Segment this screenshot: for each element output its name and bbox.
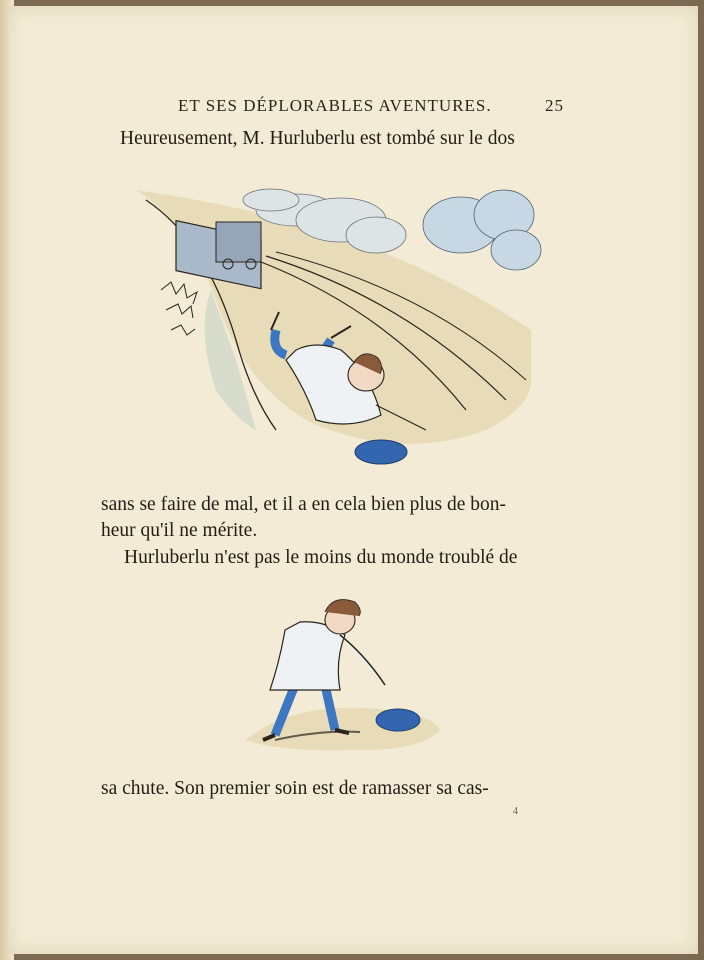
- bush: [161, 282, 197, 335]
- cap-2: [376, 709, 420, 731]
- cap-1: [355, 440, 407, 464]
- text-line-4: Hurluberlu n'est pas le moins du monde troublé de: [124, 547, 518, 568]
- text-line-5: sa chute. Son premier soin est de ramasser sa cas-: [101, 778, 489, 799]
- text-line-2: sans se faire de mal, et il a en cela bien plus de bon-: [101, 494, 507, 515]
- signature-mark: 4: [513, 806, 518, 817]
- trees: [423, 190, 541, 270]
- train: [176, 221, 261, 289]
- illustration-picking-cap: [240, 590, 450, 760]
- illustration-train-fall: [126, 180, 546, 470]
- page-number: 25: [545, 96, 564, 115]
- text-line-3: heur qu'il ne mérite.: [101, 520, 258, 541]
- text-line-1: Heureusement, M. Hurluberlu est tombé sur le dos: [120, 128, 515, 149]
- running-title: ET SES DÉPLORABLES AVENTURES.: [178, 96, 492, 115]
